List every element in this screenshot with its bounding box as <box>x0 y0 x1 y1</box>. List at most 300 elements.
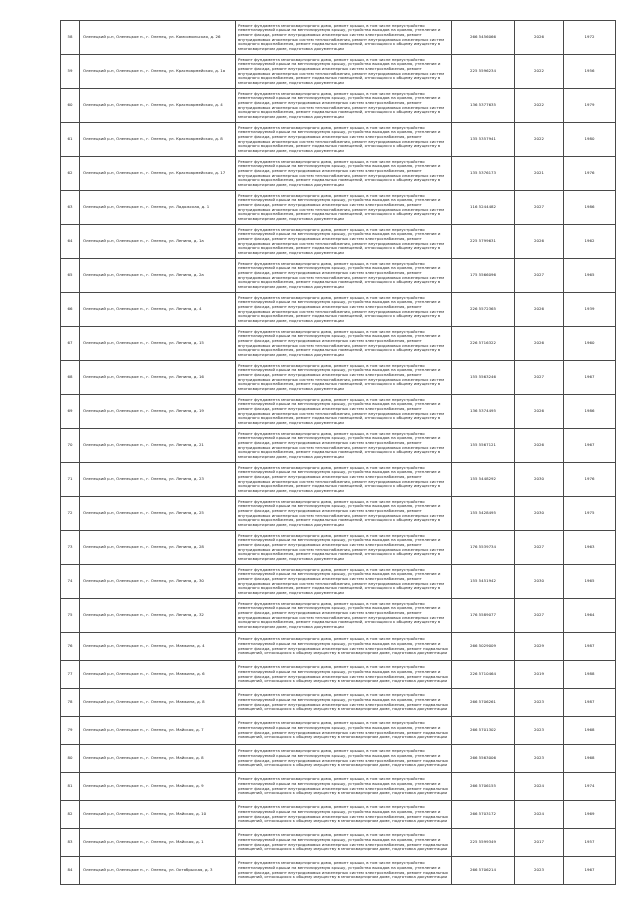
planned-year-text: 2027 <box>534 612 544 618</box>
cost-cell <box>452 531 515 565</box>
planned-year-text: 2023 <box>534 699 544 705</box>
commission-year-text: 1972 <box>584 34 595 40</box>
commission-year-text: 1964 <box>584 612 595 618</box>
row-number-text: 71 <box>67 476 73 482</box>
address-cell <box>80 689 236 717</box>
address-text: Оленецкий р-н, Оленецкое п., г. Оленец, ул. Ленина, д. 30 <box>83 578 204 584</box>
table-row <box>61 661 616 689</box>
address-text: Оленецкий р-н, Оленецкое п., г. Оленец, ул. Красноармейская, д. 4 <box>83 102 223 108</box>
works-list-text: Ремонт фундамента многоквартирного дома, ремонт крыши, в том числе переустройство невентилируемой крыши на вентилируемую крышу, устройство выходов на кровлю, утепление и ремонт фасада, ремонт внутридомовых инженерных систем электроснабжения, ремонт подвальных помещений, относящихся к общему имуществу в многоквартирном доме, подготовка документации <box>238 749 449 768</box>
table-row <box>61 157 616 191</box>
works-list-cell <box>236 55 452 89</box>
row-number-cell <box>61 21 80 55</box>
commission-year-text: 1967 <box>584 374 595 380</box>
cost-text: 136 5374495 <box>470 408 496 414</box>
works-list-cell <box>236 395 452 429</box>
address-cell <box>80 259 236 293</box>
commission-year-cell <box>564 661 616 689</box>
address-cell <box>80 429 236 463</box>
planned-year-cell <box>515 565 564 599</box>
table-row <box>61 857 616 885</box>
row-number-text: 80 <box>67 755 73 761</box>
table-row <box>61 259 616 293</box>
commission-year-cell <box>564 717 616 745</box>
row-number-cell <box>61 89 80 123</box>
cost-cell <box>452 429 515 463</box>
planned-year-text: 2027 <box>534 204 544 210</box>
address-cell <box>80 829 236 857</box>
works-list-cell <box>236 773 452 801</box>
cost-text: 175 5566096 <box>470 272 496 278</box>
works-list-text: Ремонт фундамента многоквартирного дома, ремонт крыши, в том числе переустройство невентилируемой крыши на вентилируемую крышу, устройство выходов на кровлю, утепление и ремонт фасада, ремонт внутридомовых инженерных систем электроснабжения, ремонт подвальных помещений, относящихся к общему имуществу в многоквартирном доме, подготовка документации <box>238 777 449 796</box>
commission-year-cell <box>564 361 616 395</box>
address-text: Оленецкий р-н, Оленецкое п., г. Оленец, ул. Ленина, д. 16 <box>83 374 204 380</box>
row-number-text: 73 <box>67 544 73 550</box>
commission-year-text: 1967 <box>584 867 595 873</box>
commission-year-cell <box>564 633 616 661</box>
planned-year-cell <box>515 857 564 885</box>
planned-year-text: 2030 <box>534 578 544 584</box>
address-text: Оленецкий р-н, Оленецкое п., г. Оленец, ул. Мамкина, д. 8 <box>83 699 205 705</box>
cost-text: 266 5703172 <box>470 811 496 817</box>
address-text: Оленецкий р-н, Оленецкое п., г. Оленец, ул. Ленина, д. 15 <box>83 340 204 346</box>
row-number-cell <box>61 429 80 463</box>
commission-year-text: 1965 <box>584 272 595 278</box>
cost-cell <box>452 225 515 259</box>
row-number-text: 61 <box>67 136 73 142</box>
commission-year-cell <box>564 801 616 829</box>
row-number-text: 70 <box>67 442 73 448</box>
row-number-cell <box>61 829 80 857</box>
row-number-cell <box>61 55 80 89</box>
cost-cell <box>452 21 515 55</box>
works-list-cell <box>236 361 452 395</box>
table-row <box>61 395 616 429</box>
table-row <box>61 829 616 857</box>
cost-cell <box>452 565 515 599</box>
cost-text: 155 5567121 <box>470 442 496 448</box>
works-list-cell <box>236 565 452 599</box>
address-text: Оленецкий р-н, Оленецкое п., г. Оленец, ул. Мамкина, д. 4 <box>83 643 205 649</box>
planned-year-cell <box>515 599 564 633</box>
works-list-text: Ремонт фундамента многоквартирного дома, ремонт крыши, в том числе переустройство невентилируемой крыши на вентилируемую крышу, устройство выходов на кровлю, утепление и ремонт фасада, ремонт внутридомовых инженерных систем электроснабжения, ремонт внутридомовых инженерных систем теплоснабжения, ремонт внутридомовых инженерных систем холодного водоснабжения, ремонт подвальных помещений, относящихся к общему имуществу в многоквартирном доме, подготовка документации <box>238 601 445 630</box>
row-number-text: 72 <box>67 510 73 516</box>
row-number-text: 84 <box>67 867 73 873</box>
row-number-text: 81 <box>67 783 73 789</box>
planned-year-text: 2030 <box>534 476 544 482</box>
works-list-text: Ремонт фундамента многоквартирного дома, ремонт крыши, в том числе переустройство невентилируемой крыши на вентилируемую крышу, устройство выходов на кровлю, утепление и ремонт фасада, ремонт внутридомовых инженерных систем электроснабжения, ремонт внутридомовых инженерных систем теплоснабжения, ремонт внутридомовых инженерных систем холодного водоснабжения, ремонт подвальных помещений, относящихся к общему имуществу в многоквартирном доме, подготовка документации <box>238 57 445 86</box>
table-row <box>61 429 616 463</box>
commission-year-text: 1968 <box>584 727 595 733</box>
table-row <box>61 599 616 633</box>
planned-year-cell <box>515 89 564 123</box>
works-list-text: Ремонт фундамента многоквартирного дома, ремонт крыши, в том числе переустройство невентилируемой крыши на вентилируемую крышу, устройство выходов на кровлю, утепление и ремонт фасада, ремонт внутридомовых инженерных систем электроснабжения, ремонт внутридомовых инженерных систем теплоснабжения, ремонт внутридомовых инженерных систем холодного водоснабжения, ремонт подвальных помещений, относящихся к общему имуществу в многоквартирном доме, подготовка документации <box>238 295 445 324</box>
cost-cell <box>452 801 515 829</box>
commission-year-text: 1960 <box>584 340 595 346</box>
address-cell <box>80 123 236 157</box>
address-cell <box>80 531 236 565</box>
address-cell <box>80 55 236 89</box>
row-number-cell <box>61 157 80 191</box>
planned-year-cell <box>515 497 564 531</box>
cost-cell <box>452 497 515 531</box>
works-list-cell <box>236 21 452 55</box>
cost-text: 176 5589077 <box>470 612 496 618</box>
works-list-cell <box>236 829 452 857</box>
commission-year-cell <box>564 21 616 55</box>
cost-cell <box>452 55 515 89</box>
commission-year-text: 1988 <box>584 671 595 677</box>
commission-year-text: 1987 <box>584 643 595 649</box>
cost-cell <box>452 157 515 191</box>
row-number-cell <box>61 225 80 259</box>
row-number-text: 64 <box>67 238 73 244</box>
row-number-cell <box>61 599 80 633</box>
cost-text: 226 5572365 <box>470 306 496 312</box>
row-number-cell <box>61 717 80 745</box>
planned-year-cell <box>515 157 564 191</box>
works-list-text: Ремонт фундамента многоквартирного дома, ремонт крыши, в том числе переустройство невентилируемой крыши на вентилируемую крышу, устройство выходов на кровлю, утепление и ремонт фасада, ремонт внутридомовых инженерных систем электроснабжения, ремонт внутридомовых инженерных систем теплоснабжения, ремонт внутридомовых инженерных систем холодного водоснабжения, ремонт подвальных помещений, относящихся к общему имуществу в многоквартирном доме, подготовка документации <box>238 125 445 154</box>
cost-text: 266 5706155 <box>470 783 496 789</box>
cost-text: 266 5701302 <box>470 727 496 733</box>
cost-text: 266 5029009 <box>470 643 496 649</box>
address-text: Оленецкий р-н, Оленецкое п., г. Оленец, ул. Ленина, д. 32 <box>83 612 204 618</box>
planned-year-text: 2026 <box>534 306 544 312</box>
row-number-text: 75 <box>67 612 73 618</box>
commission-year-text: 1975 <box>584 510 595 516</box>
commission-year-text: 1987 <box>584 699 595 705</box>
cost-text: 225 5599349 <box>470 839 496 845</box>
works-list-text: Ремонт фундамента многоквартирного дома, ремонт крыши, в том числе переустройство невентилируемой крыши на вентилируемую крышу, устройство выходов на кровлю, утепление и ремонт фасада, ремонт внутридомовых инженерных систем электроснабжения, ремонт внутридомовых инженерных систем теплоснабжения, ремонт внутридомовых инженерных систем холодного водоснабжения, ремонт подвальных помещений, относящихся к общему имуществу в многоквартирном доме, подготовка документации <box>238 159 445 188</box>
planned-year-text: 2024 <box>534 783 544 789</box>
address-cell <box>80 463 236 497</box>
address-text: Оленецкий р-н, Оленецкое п., г. Оленец, ул. Красноармейская, д. 17 <box>83 170 226 176</box>
commission-year-cell <box>564 599 616 633</box>
row-number-cell <box>61 689 80 717</box>
works-list-cell <box>236 689 452 717</box>
cost-text: 226 5716322 <box>470 340 496 346</box>
works-list-text: Ремонт фундамента многоквартирного дома, ремонт крыши, в том числе переустройство невентилируемой крыши на вентилируемую крышу, устройство выходов на кровлю, утепление и ремонт фасада, ремонт внутридомовых инженерных систем электроснабжения, ремонт внутридомовых инженерных систем теплоснабжения, ремонт внутридомовых инженерных систем холодного водоснабжения, ремонт подвальных помещений, относящихся к общему имуществу в многоквартирном доме, подготовка документации <box>238 227 445 256</box>
planned-year-text: 2019 <box>534 671 544 677</box>
row-number-cell <box>61 633 80 661</box>
address-text: Оленецкий р-н, Оленецкое п., г. Оленец, ул. Ленина, д. 4 <box>83 306 202 312</box>
commission-year-cell <box>564 55 616 89</box>
commission-year-cell <box>564 259 616 293</box>
address-text: Оленецкий р-н, Оленецкое п., г. Оленец, ул. Майская, д. 1 <box>83 839 204 845</box>
planned-year-cell <box>515 123 564 157</box>
row-number-cell <box>61 463 80 497</box>
table-row <box>61 531 616 565</box>
works-list-cell <box>236 531 452 565</box>
planned-year-text: 2023 <box>534 867 544 873</box>
table-row <box>61 191 616 225</box>
commission-year-cell <box>564 123 616 157</box>
cost-text: 135 5376173 <box>470 170 496 176</box>
cost-cell <box>452 259 515 293</box>
cost-text: 266 5456066 <box>470 34 496 40</box>
row-number-text: 76 <box>67 643 73 649</box>
planned-year-cell <box>515 395 564 429</box>
row-number-cell <box>61 801 80 829</box>
cost-cell <box>452 661 515 689</box>
planned-year-cell <box>515 327 564 361</box>
planned-year-text: 2026 <box>534 408 544 414</box>
planned-year-cell <box>515 801 564 829</box>
table-row <box>61 55 616 89</box>
address-text: Оленецкий р-н, Оленецкое п., г. Оленец, ул. Ладожская, д. 1 <box>83 204 210 210</box>
cost-cell <box>452 633 515 661</box>
planned-year-text: 2017 <box>534 839 544 845</box>
planned-year-text: 2022 <box>534 136 544 142</box>
cost-cell <box>452 689 515 717</box>
row-number-cell <box>61 773 80 801</box>
row-number-text: 58 <box>67 34 73 40</box>
cost-cell <box>452 599 515 633</box>
commission-year-text: 1967 <box>584 442 595 448</box>
commission-year-text: 1986 <box>584 408 595 414</box>
table-row <box>61 21 616 55</box>
table-row <box>61 327 616 361</box>
planned-year-cell <box>515 259 564 293</box>
planned-year-text: 2027 <box>534 374 544 380</box>
commission-year-text: 1974 <box>584 783 595 789</box>
address-cell <box>80 225 236 259</box>
planned-year-text: 2026 <box>534 442 544 448</box>
commission-year-text: 1969 <box>584 811 595 817</box>
address-cell <box>80 717 236 745</box>
row-number-text: 74 <box>67 578 73 584</box>
works-list-text: Ремонт фундамента многоквартирного дома, ремонт крыши, в том числе переустройство невентилируемой крыши на вентилируемую крышу, устройство выходов на кровлю, утепление и ремонт фасада, ремонт внутридомовых инженерных систем электроснабжения, ремонт внутридомовых инженерных систем теплоснабжения, ремонт внутридомовых инженерных систем холодного водоснабжения, ремонт подвальных помещений, относящихся к общему имуществу в многоквартирном доме, подготовка документации <box>238 465 445 494</box>
works-list-text: Ремонт фундамента многоквартирного дома, ремонт крыши, в том числе переустройство невентилируемой крыши на вентилируемую крышу, устройство выходов на кровлю, утепление и ремонт фасада, ремонт внутридомовых инженерных систем электроснабжения, ремонт подвальных помещений, относящихся к общему имуществу в многоквартирном доме, подготовка документации <box>238 805 449 824</box>
planned-year-text: 2023 <box>534 727 544 733</box>
planned-year-cell <box>515 21 564 55</box>
planned-year-text: 2022 <box>534 102 544 108</box>
cost-cell <box>452 745 515 773</box>
address-cell <box>80 293 236 327</box>
planned-year-cell <box>515 191 564 225</box>
works-list-text: Ремонт фундамента многоквартирного дома, ремонт крыши, в том числе переустройство невентилируемой крыши на вентилируемую крышу, устройство выходов на кровлю, утепление и ремонт фасада, ремонт внутридомовых инженерных систем электроснабжения, ремонт внутридомовых инженерных систем теплоснабжения, ремонт внутридомовых инженерных систем холодного водоснабжения, ремонт подвальных помещений, относящихся к общему имуществу в многоквартирном доме, подготовка документации <box>238 397 445 426</box>
commission-year-text: 1968 <box>584 755 595 761</box>
planned-year-text: 2030 <box>534 510 544 516</box>
planned-year-text: 2023 <box>534 755 544 761</box>
cost-cell <box>452 293 515 327</box>
row-number-text: 79 <box>67 727 73 733</box>
row-number-text: 69 <box>67 408 73 414</box>
commission-year-cell <box>564 395 616 429</box>
works-list-cell <box>236 327 452 361</box>
works-list-text: Ремонт фундамента многоквартирного дома, ремонт крыши, в том числе переустройство невентилируемой крыши на вентилируемую крышу, устройство выходов на кровлю, утепление и ремонт фасада, ремонт внутридомовых инженерных систем электроснабжения, ремонт внутридомовых инженерных систем теплоснабжения, ремонт внутридомовых инженерных систем холодного водоснабжения, ремонт подвальных помещений, относящихся к общему имуществу в многоквартирном доме, подготовка документации <box>238 91 445 120</box>
works-list-cell <box>236 89 452 123</box>
cost-cell <box>452 89 515 123</box>
planned-year-cell <box>515 773 564 801</box>
planned-year-text: 2027 <box>534 272 544 278</box>
address-text: Оленецкий р-н, Оленецкое п., г. Оленец, ул. Майская, д. 10 <box>83 811 207 817</box>
row-number-cell <box>61 857 80 885</box>
works-list-cell <box>236 801 452 829</box>
address-text: Оленецкий р-н, Оленецкое п., г. Оленец, ул. Майская, д. 9 <box>83 783 204 789</box>
planned-year-cell <box>515 531 564 565</box>
commission-year-text: 1939 <box>584 306 595 312</box>
row-number-text: 66 <box>67 306 73 312</box>
cost-cell <box>452 191 515 225</box>
planned-year-text: 2021 <box>534 170 544 176</box>
cost-cell <box>452 123 515 157</box>
commission-year-cell <box>564 565 616 599</box>
commission-year-cell <box>564 745 616 773</box>
commission-year-text: 1965 <box>584 578 595 584</box>
address-cell <box>80 633 236 661</box>
row-number-text: 59 <box>67 68 73 74</box>
commission-year-cell <box>564 497 616 531</box>
table-row <box>61 689 616 717</box>
planned-year-cell <box>515 689 564 717</box>
works-list-text: Ремонт фундамента многоквартирного дома, ремонт крыши, в том числе переустройство невентилируемой крыши на вентилируемую крышу, устройство выходов на кровлю, утепление и ремонт фасада, ремонт внутридомовых инженерных систем электроснабжения, ремонт подвальных помещений, относящихся к общему имуществу в многоквартирном доме, подготовка документации <box>238 833 449 852</box>
address-cell <box>80 89 236 123</box>
cost-text: 226 5710464 <box>470 671 496 677</box>
cost-cell <box>452 829 515 857</box>
planned-year-cell <box>515 717 564 745</box>
planned-year-text: 2026 <box>534 34 544 40</box>
address-cell <box>80 327 236 361</box>
cost-cell <box>452 773 515 801</box>
works-list-text: Ремонт фундамента многоквартирного дома, ремонт крыши, в том числе переустройство невентилируемой крыши на вентилируемую крышу, устройство выходов на кровлю, утепление и ремонт фасада, ремонт внутридомовых инженерных систем электроснабжения, ремонт внутридомовых инженерных систем теплоснабжения, ремонт внутридомовых инженерных систем холодного водоснабжения, ремонт подвальных помещений, относящихся к общему имуществу в многоквартирном доме, подготовка документации <box>238 193 445 222</box>
address-text: Оленецкий р-н, Оленецкое п., г. Оленец, ул. Ленина, д. 2а <box>83 272 204 278</box>
cost-text: 155 5451942 <box>470 578 496 584</box>
address-cell <box>80 191 236 225</box>
address-cell <box>80 21 236 55</box>
table-row <box>61 89 616 123</box>
works-list-cell <box>236 225 452 259</box>
commission-year-cell <box>564 157 616 191</box>
commission-year-text: 1976 <box>584 170 595 176</box>
address-text: Оленецкий р-н, Оленецкое п., г. Оленец, ул. Красноармейская, д. 8 <box>83 136 223 142</box>
table-row <box>61 717 616 745</box>
commission-year-cell <box>564 89 616 123</box>
works-list-text: Ремонт фундамента многоквартирного дома, ремонт крыши, в том числе переустройство невентилируемой крыши на вентилируемую крышу, устройство выходов на кровлю, утепление и ремонт фасада, ремонт внутридомовых инженерных систем электроснабжения, ремонт подвальных помещений, относящихся к общему имуществу в многоквартирном доме, подготовка документации <box>238 693 449 712</box>
commission-year-cell <box>564 293 616 327</box>
planned-year-text: 2022 <box>534 68 544 74</box>
table-row <box>61 565 616 599</box>
works-list-cell <box>236 259 452 293</box>
works-list-cell <box>236 599 452 633</box>
table-row <box>61 463 616 497</box>
row-number-text: 68 <box>67 374 73 380</box>
works-list-text: Ремонт фундамента многоквартирного дома, ремонт крыши, в том числе переустройство невентилируемой крыши на вентилируемую крышу, устройство выходов на кровлю, утепление и ремонт фасада, ремонт внутридомовых инженерных систем электроснабжения, ремонт подвальных помещений, относящихся к общему имуществу в многоквартирном доме, подготовка документации <box>238 861 449 880</box>
address-text: Оленецкий р-н, Оленецкое п., г. Оленец, ул. Комсомольская, д. 26 <box>83 34 221 40</box>
row-number-cell <box>61 293 80 327</box>
works-list-text: Ремонт фундамента многоквартирного дома, ремонт крыши, в том числе переустройство невентилируемой крыши на вентилируемую крышу, устройство выходов на кровлю, утепление и ремонт фасада, ремонт внутридомовых инженерных систем электроснабжения, ремонт внутридомовых инженерных систем теплоснабжения, ремонт внутридомовых инженерных систем холодного водоснабжения, ремонт подвальных помещений, относящихся к общему имуществу в многоквартирном доме, подготовка документации <box>238 567 445 596</box>
works-list-text: Ремонт фундамента многоквартирного дома, ремонт крыши, в том числе переустройство невентилируемой крыши на вентилируемую крышу, устройство выходов на кровлю, утепление и ремонт фасада, ремонт внутридомовых инженерных систем электроснабжения, ремонт внутридомовых инженерных систем теплоснабжения, ремонт внутридомовых инженерных систем холодного водоснабжения, ремонт подвальных помещений, относящихся к общему имуществу в многоквартирном доме, подготовка документации <box>238 23 445 52</box>
address-cell <box>80 599 236 633</box>
commission-year-cell <box>564 829 616 857</box>
row-number-text: 63 <box>67 204 73 210</box>
table-row <box>61 123 616 157</box>
address-cell <box>80 773 236 801</box>
table-row <box>61 361 616 395</box>
address-text: Оленецкий р-н, Оленецкое п., г. Оленец, ул. Мамкина, д. 6 <box>83 671 205 677</box>
commission-year-text: 1957 <box>584 839 595 845</box>
commission-year-cell <box>564 327 616 361</box>
cost-text: 155 5448292 <box>470 476 496 482</box>
row-number-cell <box>61 531 80 565</box>
table-row <box>61 745 616 773</box>
cost-text: 225 5596234 <box>470 68 496 74</box>
address-text: Оленецкий р-н, Оленецкое п., г. Оленец, ул. Ленина, д. 28 <box>83 544 204 550</box>
cost-text: 266 5563006 <box>470 755 496 761</box>
commission-year-text: 1976 <box>584 476 595 482</box>
row-number-text: 78 <box>67 699 73 705</box>
planned-year-cell <box>515 745 564 773</box>
table-row <box>61 801 616 829</box>
planned-year-cell <box>515 829 564 857</box>
row-number-cell <box>61 327 80 361</box>
commission-year-cell <box>564 689 616 717</box>
commission-year-cell <box>564 463 616 497</box>
works-list-cell <box>236 429 452 463</box>
commission-year-text: 1963 <box>584 544 595 550</box>
works-list-cell <box>236 661 452 689</box>
planned-year-text: 2026 <box>534 238 544 244</box>
planned-year-text: 2029 <box>534 643 544 649</box>
address-cell <box>80 801 236 829</box>
address-text: Оленецкий р-н, Оленецкое п., г. Оленец, ул. Майская, д. 7 <box>83 727 204 733</box>
address-cell <box>80 497 236 531</box>
works-list-cell <box>236 633 452 661</box>
repair-program-table <box>60 20 616 885</box>
row-number-text: 82 <box>67 811 73 817</box>
address-cell <box>80 745 236 773</box>
works-list-text: Ремонт фундамента многоквартирного дома, ремонт крыши, в том числе переустройство невентилируемой крыши на вентилируемую крышу, устройство выходов на кровлю, утепление и ремонт фасада, ремонт внутридомовых инженерных систем электроснабжения, ремонт внутридомовых инженерных систем теплоснабжения, ремонт внутридомовых инженерных систем холодного водоснабжения, ремонт подвальных помещений, относящихся к общему имуществу в многоквартирном доме, подготовка документации <box>238 363 445 392</box>
planned-year-cell <box>515 661 564 689</box>
works-list-cell <box>236 463 452 497</box>
cost-text: 266 5706214 <box>470 867 496 873</box>
works-list-text: Ремонт фундамента многоквартирного дома, ремонт крыши, в том числе переустройство невентилируемой крыши на вентилируемую крышу, устройство выходов на кровлю, утепление и ремонт фасада, ремонт внутридомовых инженерных систем электроснабжения, ремонт подвальных помещений, относящихся к общему имуществу в многоквартирном доме, подготовка документации <box>238 721 449 740</box>
commission-year-text: 1980 <box>584 136 595 142</box>
cost-text: 266 5706261 <box>470 699 496 705</box>
cost-cell <box>452 361 515 395</box>
commission-year-cell <box>564 191 616 225</box>
address-cell <box>80 157 236 191</box>
cost-cell <box>452 395 515 429</box>
works-list-text: Ремонт фундамента многоквартирного дома, ремонт крыши, в том числе переустройство невентилируемой крыши на вентилируемую крышу, устройство выходов на кровлю, утепление и ремонт фасада, ремонт внутридомовых инженерных систем электроснабжения, ремонт подвальных помещений, относящихся к общему имуществу в многоквартирном доме, подготовка документации <box>238 637 449 656</box>
address-text: Оленецкий р-н, Оленецкое п., г. Оленец, ул. Ленина, д. 25 <box>83 510 204 516</box>
works-list-text: Ремонт фундамента многоквартирного дома, ремонт крыши, в том числе переустройство невентилируемой крыши на вентилируемую крышу, устройство выходов на кровлю, утепление и ремонт фасада, ремонт внутридомовых инженерных систем электроснабжения, ремонт подвальных помещений, относящихся к общему имуществу в многоквартирном доме, подготовка документации <box>238 665 449 684</box>
commission-year-text: 1962 <box>584 238 595 244</box>
document-page <box>60 20 603 885</box>
row-number-cell <box>61 361 80 395</box>
address-text: Оленецкий р-н, Оленецкое п., г. Оленец, ул. Красноармейская, д. 1а <box>83 68 226 74</box>
address-cell <box>80 661 236 689</box>
planned-year-cell <box>515 463 564 497</box>
cost-cell <box>452 857 515 885</box>
row-number-cell <box>61 497 80 531</box>
works-list-cell <box>236 293 452 327</box>
row-number-text: 83 <box>67 839 73 845</box>
cost-text: 116 5244482 <box>470 204 496 210</box>
row-number-cell <box>61 191 80 225</box>
commission-year-text: 1986 <box>584 204 595 210</box>
row-number-text: 65 <box>67 272 73 278</box>
planned-year-cell <box>515 55 564 89</box>
table-row <box>61 497 616 531</box>
row-number-cell <box>61 259 80 293</box>
works-list-text: Ремонт фундамента многоквартирного дома, ремонт крыши, в том числе переустройство невентилируемой крыши на вентилируемую крышу, устройство выходов на кровлю, утепление и ремонт фасада, ремонт внутридомовых инженерных систем электроснабжения, ремонт внутридомовых инженерных систем теплоснабжения, ремонт внутридомовых инженерных систем холодного водоснабжения, ремонт подвальных помещений, относящихся к общему имуществу в многоквартирном доме, подготовка документации <box>238 533 445 562</box>
works-list-text: Ремонт фундамента многоквартирного дома, ремонт крыши, в том числе переустройство невентилируемой крыши на вентилируемую крышу, устройство выходов на кровлю, утепление и ремонт фасада, ремонт внутридомовых инженерных систем электроснабжения, ремонт внутридомовых инженерных систем теплоснабжения, ремонт внутридомовых инженерных систем холодного водоснабжения, ремонт подвальных помещений, относящихся к общему имуществу в многоквартирном доме, подготовка документации <box>238 329 445 358</box>
address-cell <box>80 565 236 599</box>
address-cell <box>80 857 236 885</box>
cost-cell <box>452 327 515 361</box>
row-number-cell <box>61 745 80 773</box>
